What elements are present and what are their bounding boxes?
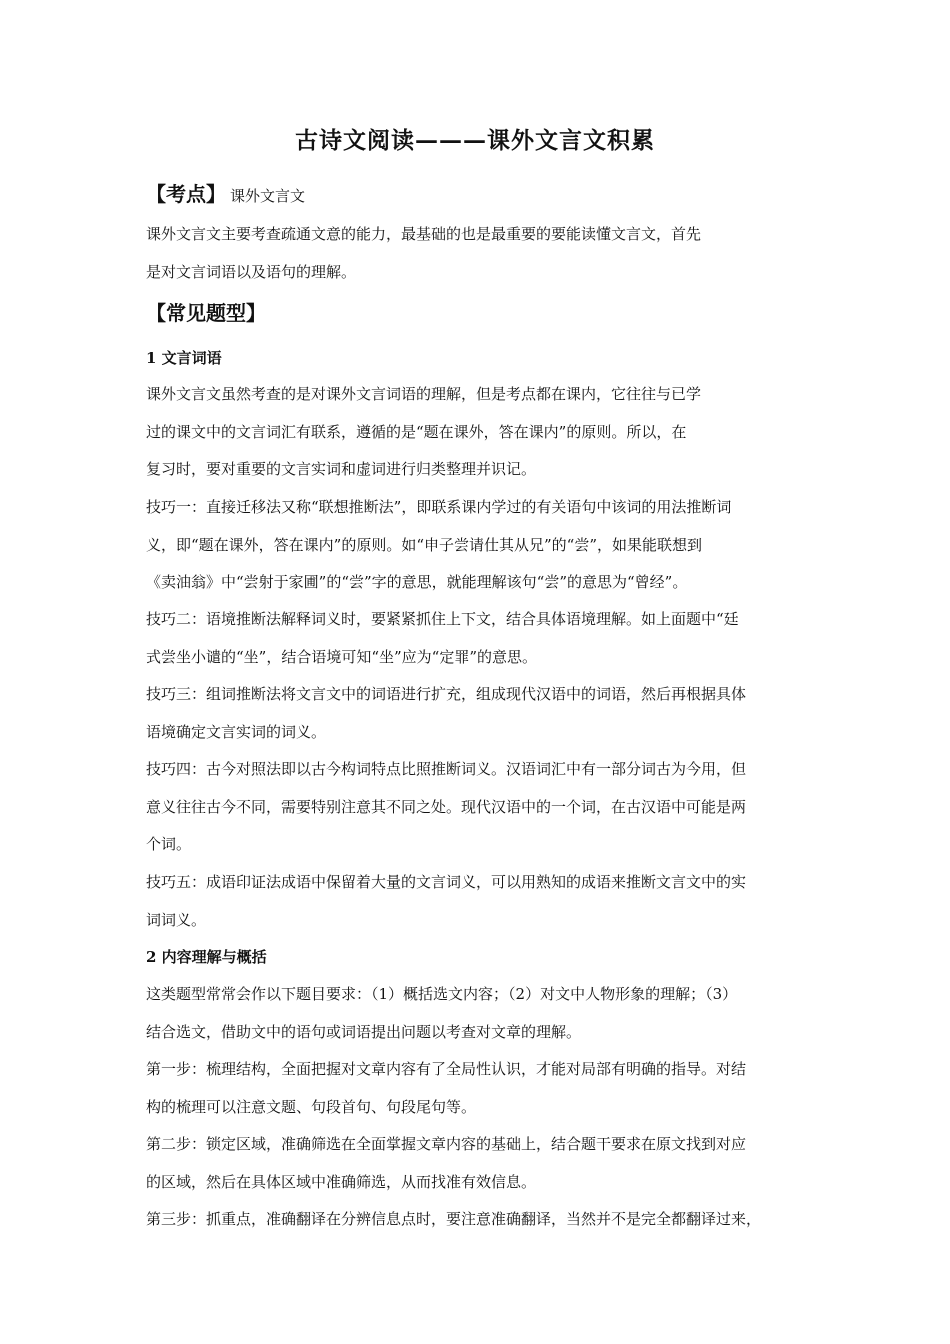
vocabulary-paragraph: [146, 376, 846, 489]
paragraph-line: 语境确定文言实词的词义。: [146, 722, 327, 741]
paragraph-line: 的区域，然后在具体区域中准确筛选，从而找准有效信息。: [146, 1172, 537, 1191]
tip-three-paragraph: [146, 676, 846, 751]
paragraph-line: 复习时，要对重要的文言实词和虚词进行归类整理并识记。: [146, 460, 537, 478]
paragraph-line: 意义往往古今不同，需要特别注意其不同之处。现代汉语中的一个词，在古汉语中可能是两: [146, 797, 747, 816]
paragraph-line: 第三步：抓重点，准确翻译在分辨信息点时，要注意准确翻译，当然并不是完全都翻译过来，: [146, 1210, 762, 1228]
subheading-vocabulary: 1 文言词语: [146, 349, 222, 367]
step-one-paragraph: [146, 1051, 846, 1126]
paragraph-line: 课外文言文主要考查疏通文意的能力，最基础的也是最重要的要能读懂文言文，首先: [146, 225, 702, 243]
kaodian-label: 【考点】: [146, 182, 226, 206]
tip-four-paragraph: [146, 751, 846, 864]
paragraph-line: 技巧二：语境推断法解释词义时，要紧紧抓住上下文，结合具体语境理解。如上面题中“廷: [146, 610, 739, 628]
paragraph-line: 技巧三：组词推断法将文言文中的词语进行扩充，组成现代汉语中的词语，然后再根据具体: [146, 685, 747, 703]
paragraph-line: 技巧一：直接迁移法又称“联想推断法”，即联系课内学过的有关语句中该词的用法推断词: [146, 498, 732, 516]
step-two-paragraph: [146, 1126, 846, 1201]
paragraph-line: 第一步：梳理结构，全面把握对文章内容有了全局性认识，才能对局部有明确的指导。对结: [146, 1060, 747, 1078]
paragraph-line: 这类题型常常会作以下题目要求：（1）概括选文内容；（2）对文中人物形象的理解；（3）: [146, 985, 738, 1003]
paragraph-line: 义，即“题在课外，答在课内”的原则。如“申子尝请仕其从兄”的“尝”，如果能联想到: [146, 535, 703, 554]
step-three-paragraph: [146, 1201, 846, 1239]
content-paragraph: [146, 976, 846, 1051]
intro-paragraph: [146, 216, 846, 291]
tip-two-paragraph: [146, 601, 846, 676]
kaodian-line: [146, 178, 305, 207]
paragraph-line: 技巧五：成语印证法成语中保留着大量的文言词义，可以用熟知的成语来推断文言文中的实: [146, 873, 747, 891]
paragraph-line: 课外文言文虽然考查的是对课外文言词语的理解，但是考点都在课内，它往往与已学: [146, 385, 702, 403]
paragraph-line: 过的课文中的文言词汇有联系，遵循的是“题在课外，答在课内”的原则。所以，在: [146, 422, 687, 441]
tip-one-paragraph: [146, 489, 846, 602]
paragraph-line: 是对文言词语以及语句的理解。: [146, 262, 357, 281]
paragraph-line: 词词义。: [146, 910, 207, 929]
section-title: 【常见题型】: [146, 301, 266, 325]
paragraph-line: 第二步：锁定区域，准确筛选在全面掌握文章内容的基础上，结合题干要求在原文找到对应: [146, 1135, 747, 1153]
paragraph-line: 式尝坐小谴的“坐”，结合语境可知“坐”应为“定罪”的意思。: [146, 647, 538, 666]
subheading-content: 2 内容理解与概括: [146, 948, 267, 966]
tip-five-paragraph: [146, 864, 846, 939]
paragraph-line: 结合选文，借助文中的语句或词语提出问题以考查对文章的理解。: [146, 1022, 582, 1041]
paragraph-line: 个词。: [146, 835, 192, 853]
page-title: 古诗文阅读———课外文言文积累: [295, 127, 655, 154]
paragraph-line: 技巧四：古今对照法即以古今构词特点比照推断词义。汉语词汇中有一部分词古为今用，但: [146, 760, 747, 778]
paragraph-line: 构的梳理可以注意文题、句段首句、句段尾句等。: [146, 1097, 477, 1116]
paragraph-line: 《卖油翁》中“尝射于家圃”的“尝”字的意思，就能理解该句“尝”的意思为“曾经”。: [146, 573, 688, 591]
kaodian-text: 课外文言文: [230, 187, 306, 205]
